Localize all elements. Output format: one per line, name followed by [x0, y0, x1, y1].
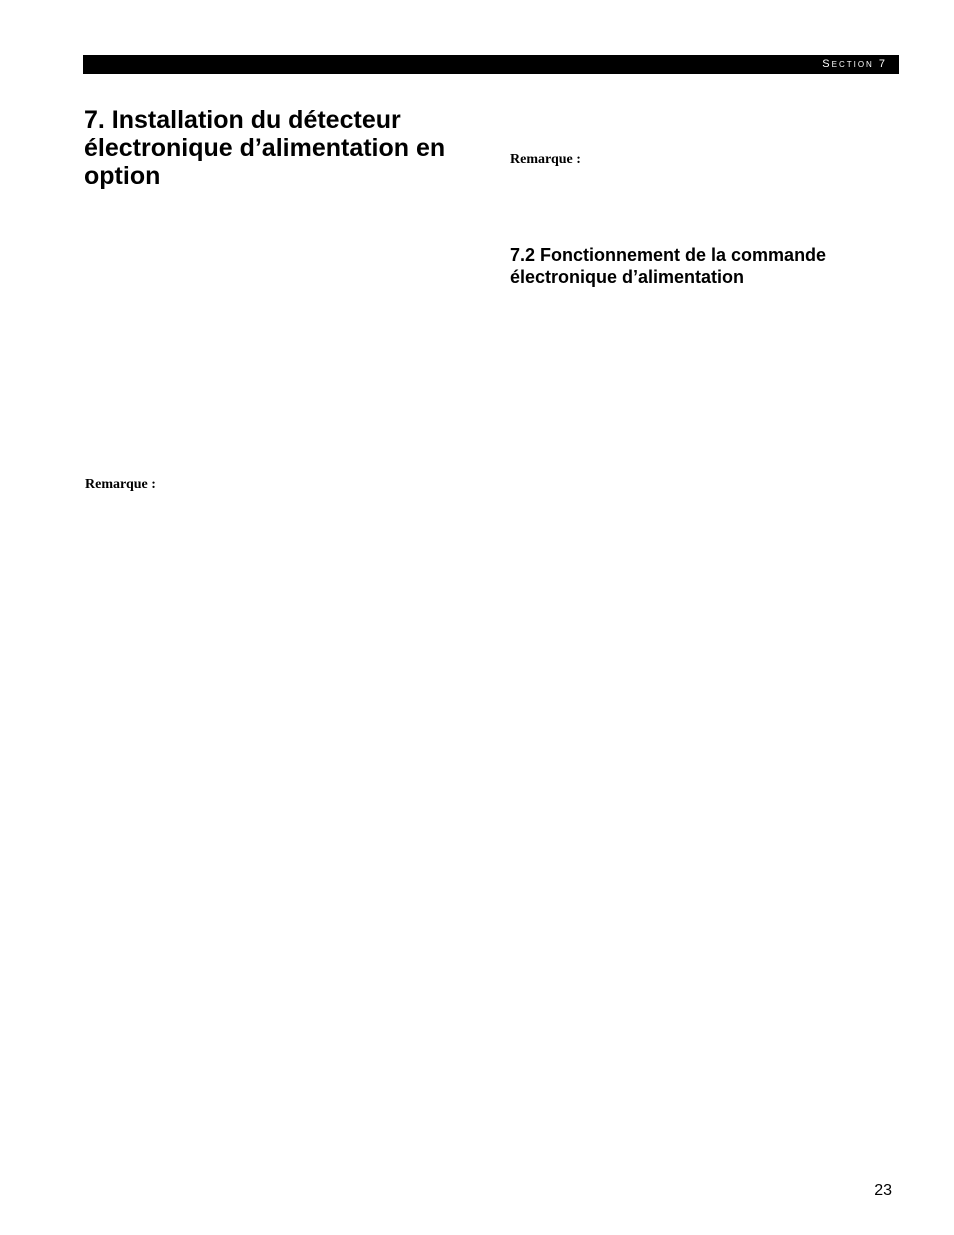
note-label-right: Remarque : — [510, 152, 581, 167]
section-label: Section 7 — [822, 58, 887, 70]
subsection-heading: 7.2 Fonctionnement de la commande électronique d’alimentation — [510, 245, 827, 287]
page-number: 23 — [874, 1182, 892, 1199]
section-header-bar — [83, 55, 899, 74]
note-label-left: Remarque : — [85, 477, 156, 492]
page-title: 7. Installation du détecteur électronique d’alimentation en option — [84, 106, 446, 190]
